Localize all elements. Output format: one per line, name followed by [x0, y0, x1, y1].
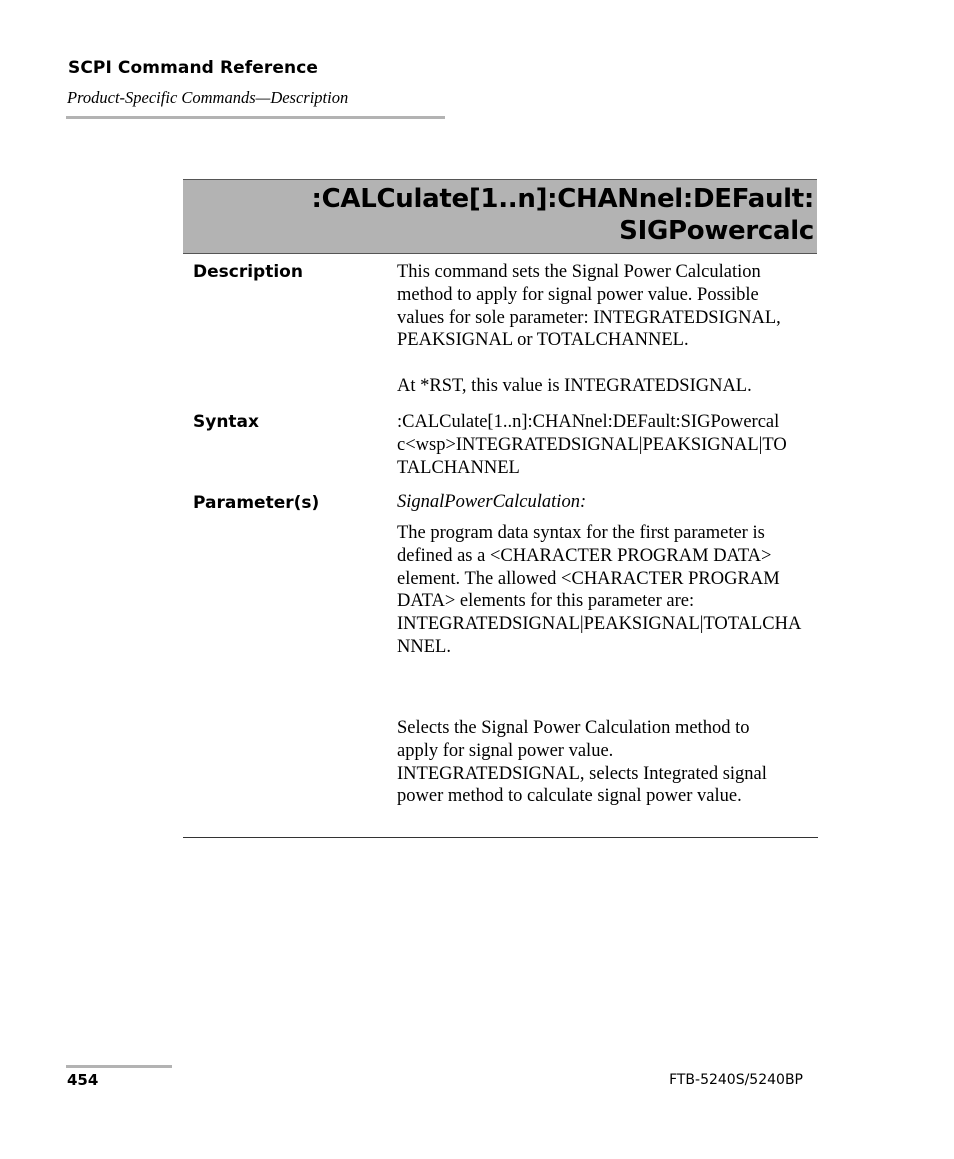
parameters-label: Parameter(s) — [193, 493, 320, 513]
command-title-line2: SIGPowercalc — [619, 216, 814, 246]
footer-divider — [66, 1065, 172, 1068]
syntax-label: Syntax — [193, 412, 259, 432]
description-label: Description — [193, 262, 303, 282]
header-divider — [66, 116, 445, 119]
parameter-name: SignalPowerCalculation: — [397, 492, 587, 512]
command-title-line1: :CALCulate[1..n]:CHANnel:DEFault: — [311, 184, 814, 214]
parameter-meaning-paragraph: Selects the Signal Power Calculation method to apply for signal power value. INTEGRATEDSIGNAL, selects Integrated signal power method to calculate signal power value. — [397, 718, 767, 807]
syntax-text: :CALCulate[1..n]:CHANnel:DEFault:SIGPowercal c<wsp>INTEGRATEDSIGNAL|PEAKSIGNAL|TO TALCHANNEL — [397, 412, 787, 478]
command-title-banner — [183, 179, 817, 254]
parameter-syntax-paragraph: The program data syntax for the first parameter is defined as a <CHARACTER PROGRAM DATA> element. The allowed <CHARACTER PROGRAM DATA> elements for this parameter are: INTEGRATEDSIGNAL|PEAKSIGNAL|TOTALCHA NNEL. — [397, 523, 802, 657]
description-paragraph-2: At *RST, this value is INTEGRATEDSIGNAL. — [397, 376, 752, 396]
page-number: 454 — [67, 1071, 99, 1089]
running-header-subtitle: Product-Specific Commands—Description — [67, 88, 349, 107]
product-name: FTB-5240S/5240BP — [669, 1072, 803, 1088]
table-bottom-divider — [183, 837, 818, 838]
running-header-title: SCPI Command Reference — [68, 58, 319, 78]
description-paragraph-1: This command sets the Signal Power Calculation method to apply for signal power value. Possible values for sole parameter: INTEGRATEDSIGNAL, PEAKSIGNAL or TOTALCHANNEL. — [397, 262, 781, 351]
command-title — [312, 183, 814, 247]
